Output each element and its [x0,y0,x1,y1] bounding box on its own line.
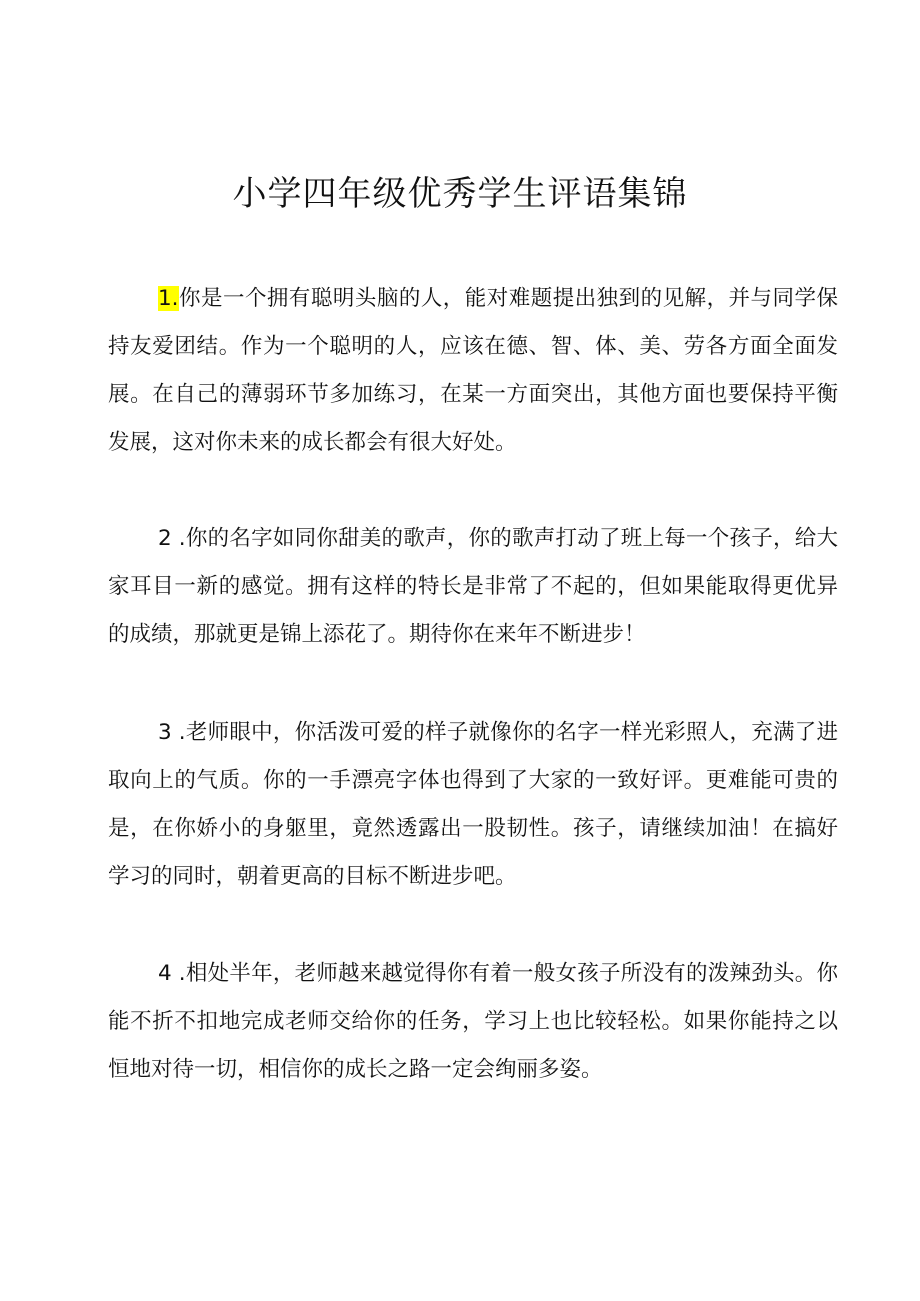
paragraph-number-2: 2 . [158,526,186,551]
paragraph-text-2: 你的名字如同你甜美的歌声，你的歌声打动了班上每一个孩子，给大家耳目一新的感觉。拥有这样的特长是非常了不起的，但如果能取得更优异的成绩，那就更是锦上添花了。期待你在来年不断进步！ [108,526,838,647]
paragraph-number-4: 4 . [158,961,186,986]
comment-paragraph-3 [108,709,838,901]
page-title: 小学四年级优秀学生评语集锦 [232,174,688,214]
paragraph-text-3: 老师眼中，你活泼可爱的样子就像你的名字一样光彩照人，充满了进取向上的气质。你的一手漂亮字体也得到了大家的一致好评。更难能可贵的是，在你娇小的身躯里，竟然透露出一股韧性。孩子，请继续加油！在搞好学习的同时，朝着更高的目标不断进步吧。 [108,720,838,889]
paragraph-number-3: 3 . [158,720,186,745]
comment-paragraph-4 [108,950,838,1094]
paragraph-text-1: 你是一个拥有聪明头脑的人，能对难题提出独到的见解，并与同学保持友爱团结。作为一个聪明的人，应该在德、智、体、美、劳各方面全面发展。在自己的薄弱环节多加练习，在某一方面突出，其他方面也要保持平衡发展，这对你未来的成长都会有很大好处。 [108,286,838,455]
comment-paragraph-2 [108,515,838,659]
paragraph-number-1: 1. [158,286,179,311]
paragraph-text-4: 相处半年，老师越来越觉得你有着一般女孩子所没有的泼辣劲头。你能不折不扣地完成老师交给你的任务，学习上也比较轻松。如果你能持之以恒地对待一切，相信你的成长之路一定会绚丽多姿。 [108,961,838,1082]
comment-paragraph-1 [108,275,838,467]
